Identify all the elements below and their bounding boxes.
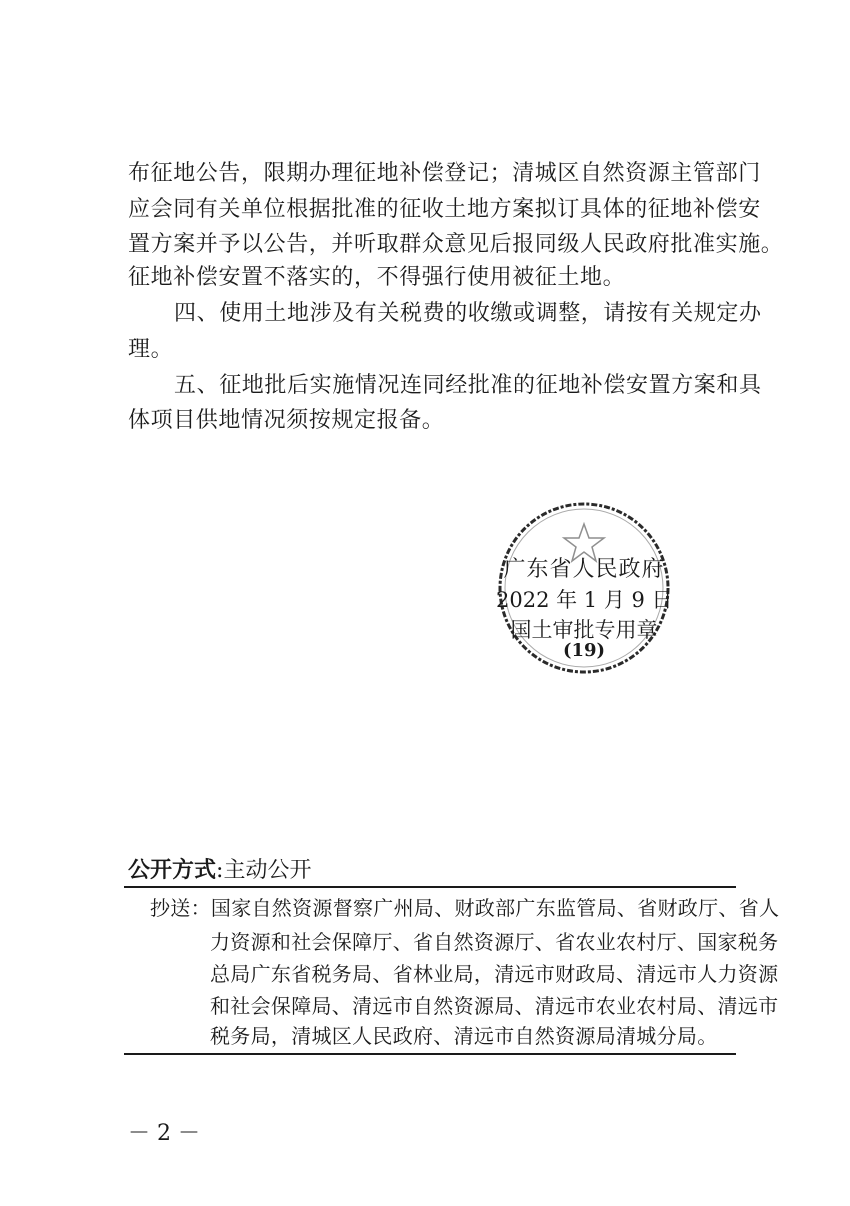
body-line: 理。	[128, 337, 174, 362]
disclosure-value: 主动公开	[223, 858, 312, 883]
cc-line: 和社会保障局、清远市自然资源局、清远市农业农村局、清远市	[210, 994, 779, 1018]
body-line: 五、征地批后实施情况连同经批准的征地补偿安置方案和具	[174, 373, 762, 398]
body-line: 体项目供地情况须按规定报备。	[128, 408, 445, 433]
bottom-divider	[124, 1053, 736, 1055]
disclosure-label: 公开方式	[128, 858, 217, 883]
official-seal	[496, 500, 672, 676]
cc-line: 税务局，清城区人民政府、清远市自然资源局清城分局。	[210, 1024, 718, 1048]
seal-arc-text: 广东省人民政府	[503, 557, 665, 582]
body-line: 征地补偿安置不落实的，不得强行使用被征土地。	[128, 265, 626, 290]
seal-purpose: 国土审批专用章	[510, 618, 658, 642]
body-line: 置方案并予以公告，并听取群众意见后报同级人民政府批准实施。	[128, 232, 784, 257]
page-number: － 2 －	[128, 1121, 200, 1146]
cc-line: 抄送：国家自然资源督察广州局、财政部广东监管局、省财政厅、省人	[150, 896, 780, 920]
cc-line: 力资源和社会保障厅、省自然资源厅、省农业农村厅、国家税务	[210, 930, 779, 954]
seal-date: 2022 年 1 月 9 日	[496, 588, 673, 612]
cc-line: 总局广东省税务局、省林业局，清远市财政局、清远市人力资源	[210, 962, 779, 986]
disclosure-method	[128, 857, 311, 885]
seal-number: (19)	[562, 640, 606, 661]
body-line: 布征地公告，限期办理征地补偿登记；清城区自然资源主管部门	[128, 161, 761, 186]
disclosure-separator: :	[216, 858, 224, 883]
body-line: 四、使用土地涉及有关税费的收缴或调整，请按有关规定办	[174, 301, 762, 326]
top-divider	[124, 886, 736, 888]
body-line: 应会同有关单位根据批准的征收土地方案拟订具体的征地补偿安	[128, 197, 761, 222]
